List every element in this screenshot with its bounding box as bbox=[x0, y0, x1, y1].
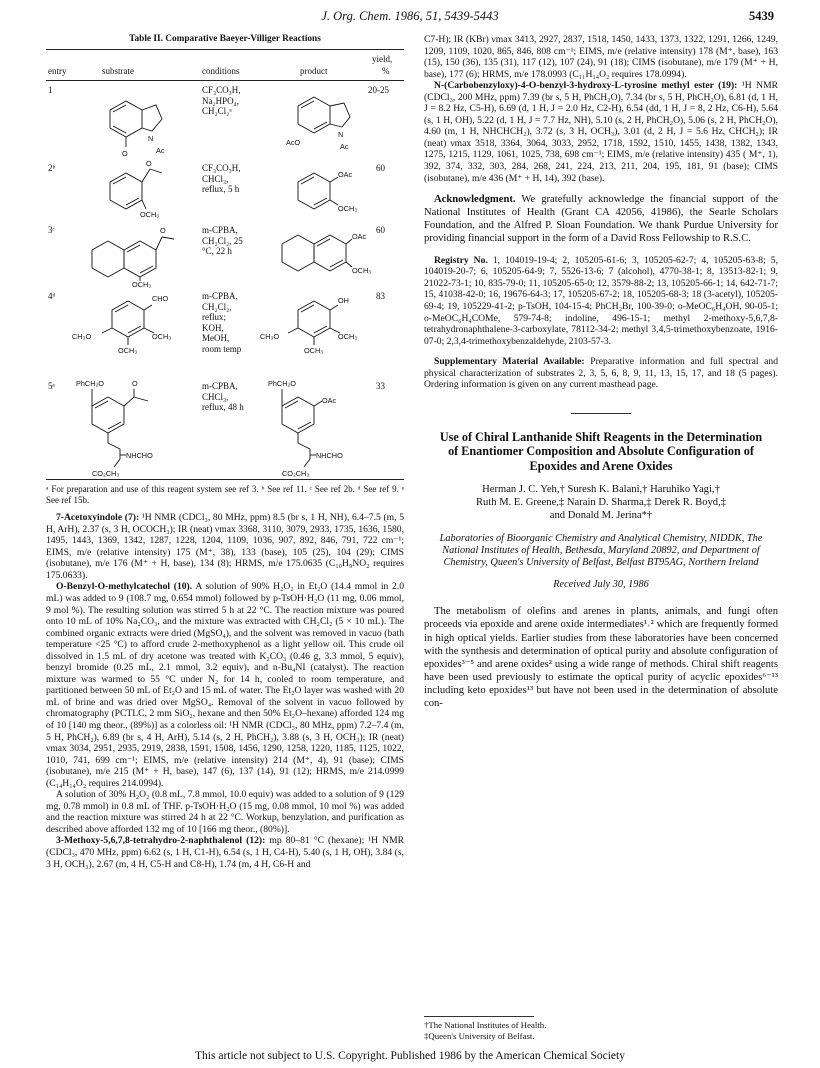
article-affiliation: Laboratories of Bioorganic Chemistry and Analytical Chemistry, NIDDK, The National Institutes of Health, Bethesda, Maryland 20892, and Department of Chemistry, Queen's University of Belfast, Belfast BT95AG, Northern Ireland bbox=[439, 532, 763, 568]
struct-label: OCH₃ bbox=[338, 204, 358, 214]
struct-label: OCH₃ bbox=[132, 280, 152, 290]
author-footnotes bbox=[424, 1016, 778, 1042]
supp-text: Preparative information and full spectral and physical characterization of substrates 2, 3, 5, 6, 8, 9, 11, 13, 15, 17, and 18 (5 pages). Ordering information is given on any current masthead page. bbox=[424, 356, 779, 391]
ack-text: We gratefully acknowledge the financial support of the National Institutes of Health (Grant CA 42056, 41986), the Searle Scholars Foundation, and the Alfred P. Sloan Foundation. We thank Purdue University for providing financial support in the form of a David Ross Fellowship to R.S.C. bbox=[424, 194, 778, 244]
product-structure bbox=[278, 83, 368, 157]
condition-line: reflux; bbox=[202, 312, 226, 323]
struct-label: PhCH₂O bbox=[76, 379, 104, 389]
registry-text: 1, 104019-19-4; 2, 105205-61-6; 3, 105205-62-7; 4, 105205-63-8; 5, 104019-20-7; 6, 105205-64-9; 7, 5526-13-6; 7 (alcohol), 4770-38-1; 8, 13513-82-1; 9, 21022-73-1; 10, 835-79-0; 11, 105205-65-0; 12, 3579-88-2; 13, 105205-66-1; 14, 642-71-7; 15, 41038-42-0; 16, 19676-64-3; 17, 105205-67-2; 18, 105205-68-3; 18 (3-acetyl), 105205-69-4; 19, 105229-41-2; p-TsOH, 104-15-4; PhCH₂Br, 100-39-0; o-MeOC₆H₄OH, 90-05-1; o-MeOC₆H₄COMe, 579-74-8; indoline, 496-15-1; methyl 2-methoxy-5,6,7,8-tetrahydronaphthalene-3-carboxylate, 78112-34-2; methyl 3,4,5-trimethoxybenzoate, 1916-07-0; 2,3,4-trimethoxybenzaldehyde, 2103-57-3. bbox=[424, 254, 779, 347]
page-number: 5439 bbox=[749, 9, 774, 23]
struct-label: CO₂CH₃ bbox=[92, 469, 120, 479]
struct-label: NHCHO bbox=[316, 451, 343, 461]
right-column bbox=[424, 34, 778, 710]
substrate-structure bbox=[68, 287, 188, 377]
condition-line: m-CPBA, bbox=[202, 381, 238, 392]
supplementary-material bbox=[424, 356, 778, 391]
condition-line: CF₃CO₃H, bbox=[202, 163, 241, 174]
condition-line: CH₂Cl₂, 25 bbox=[202, 235, 243, 246]
table-header bbox=[46, 50, 404, 80]
struct-label: CO₂CH₃ bbox=[282, 469, 310, 479]
condition-line: MeOH, bbox=[202, 333, 230, 344]
table-row bbox=[46, 159, 404, 221]
table-footnote: ᵃ For preparation and use of this reagent system see ref 3. ᵇ See ref 11. ᶜ See ref 2b. ᵈ See ref 9. ᵉ See ref 15b. bbox=[46, 484, 404, 506]
journal-citation: J. Org. Chem. 1986, 51, 5439-5443 bbox=[321, 9, 499, 23]
struct-label: OAc bbox=[322, 396, 337, 406]
condition-line: CHCl₃, bbox=[202, 173, 229, 184]
struct-label: OCH₃ bbox=[304, 346, 324, 356]
compound-name: 3-Methoxy-5,6,7,8-tetrahydro-2-naphthalenol (12): bbox=[56, 835, 266, 847]
condition-line: CH₂Cl₂ᵃ bbox=[202, 106, 232, 117]
row-yield: 60 bbox=[376, 163, 385, 174]
article-authors bbox=[424, 484, 778, 523]
struct-label: O bbox=[160, 226, 166, 236]
condition-line: CHCl₃, bbox=[202, 391, 229, 402]
condition-line: reflux, 48 h bbox=[202, 402, 244, 413]
row-conditions bbox=[202, 163, 241, 195]
condition-line: CF₃CO₃H, bbox=[202, 85, 241, 96]
struct-label: N bbox=[148, 134, 154, 144]
row-conditions bbox=[202, 85, 241, 117]
paragraph-text: mp 80–81 °C (hexane); ¹H NMR (CDCl₃, 470 MHz, ppm) 6.62 (s, 1 H, C1-H), 6.54 (s, 1 H, C4-H), 5.40 (s, 1 H, OH), 3.84 (s, 3 H, OCH₃), 2.67 (m, 4 H, C5-H and C8-H), 1.74 (m, 4 H, C6-H and bbox=[46, 835, 405, 870]
compound-name: O-Benzyl-O-methylcatechol (10). bbox=[56, 581, 193, 593]
condition-line: reflux, 5 h bbox=[202, 184, 240, 195]
col-substrate: substrate bbox=[102, 66, 134, 77]
row-entry: 5ᵉ bbox=[48, 381, 55, 392]
col-yield-2: % bbox=[382, 66, 390, 77]
struct-label: OCH₃ bbox=[152, 332, 172, 342]
condition-line: °C, 22 h bbox=[202, 246, 232, 257]
supp-heading: Supplementary Material Available: bbox=[434, 356, 585, 368]
condition-line: Na₂HPO₄, bbox=[202, 95, 240, 106]
substrate-structure bbox=[86, 159, 186, 221]
substrate-structure bbox=[74, 221, 186, 290]
struct-label: OAc bbox=[352, 232, 367, 242]
registry-numbers bbox=[424, 255, 778, 347]
condition-line: m-CPBA, bbox=[202, 291, 238, 302]
paragraph-compound-12 bbox=[46, 835, 404, 870]
paragraph-compound-7 bbox=[46, 512, 404, 581]
product-structure bbox=[258, 377, 368, 479]
substrate-structure bbox=[86, 83, 186, 157]
paragraph-text: C7-H); IR (KBr) νmax 3413, 2927, 2837, 1518, 1450, 1433, 1373, 1322, 1291, 1266, 1249, 1209, 1109, 1020, 865, 846, 808 cm⁻¹; EIMS, m/e (relative intensity) 178 (M⁺, base), 163 (15), 150 (36), 135 (31), 117 (12), 107 (24), 91 (18); CIMS (isobutane), m/e 179 (M⁺ + H, base), 177 (6); HRMS, m/e 178.0993 (C₁₁H₁₄O₂ requires 178.0994). bbox=[424, 34, 778, 80]
condition-line: room temp bbox=[202, 343, 242, 354]
page-footer: This article not subject to U.S. Copyright. Published 1986 by the American Chemical Society bbox=[195, 1050, 625, 1062]
footnote: ‡Queen's University of Belfast. bbox=[424, 1030, 535, 1041]
struct-label: OH bbox=[338, 296, 349, 306]
struct-label: CHO bbox=[152, 294, 169, 304]
table-row bbox=[46, 287, 404, 377]
paragraph-compound-19 bbox=[424, 80, 778, 184]
paragraph-continued bbox=[424, 34, 778, 80]
table-title: Table II. Comparative Baeyer-Villiger Reactions bbox=[129, 34, 321, 44]
col-yield-1: yield, bbox=[372, 54, 393, 65]
ack-heading: Acknowledgment. bbox=[434, 194, 516, 206]
table-row bbox=[46, 377, 404, 479]
col-product: product bbox=[300, 66, 328, 77]
struct-label: PhCH₂O bbox=[268, 379, 296, 389]
condition-line: CH₂Cl₂, bbox=[202, 301, 232, 312]
col-entry: entry bbox=[48, 66, 67, 77]
row-entry: 3ᶜ bbox=[48, 225, 55, 236]
row-yield: 33 bbox=[376, 381, 385, 392]
struct-label: OCH₃ bbox=[118, 346, 138, 356]
struct-label: CH₃O bbox=[72, 332, 92, 342]
row-yield: 60 bbox=[376, 225, 385, 236]
page-header bbox=[0, 9, 820, 27]
paragraph-text: A solution of 30% H₂O₂ (0.8 mL, 7.8 mmol, 10.0 equiv) was added to a solution of 9 (129 mg, 0.78 mmol) in 0.8 mL of THF. p-TsOH·H₂O (15 mg, 0.08 mmol, 10 mol %) was added and the reaction mixture was stirred 24 h at 22 °C. Workup, benzylation, and purification as described above afforded 132 mg of 10 [166 mg theor., (80%)]. bbox=[46, 789, 404, 835]
table-bottom-rule bbox=[46, 479, 404, 480]
condition-line: m-CPBA, bbox=[202, 225, 238, 236]
paragraph-text: ¹H NMR (CDCl₃, 200 MHz, ppm) 7.39 (br s, 5 H, PhCH₂O), 7.34 (br s, 5 H, PhCH₂O), 6.81 (d, 1 H, J = 8.2 Hz, C5-H), 6.69 (d, 1 H, J = 2.0 Hz, C2-H), 6.54 (dd, 1 H, J = 8, 2 Hz, C6-H), 5.64 (s, 1 H, OH), 5.22 (d, 1 H, J = 7.7 Hz, NH), 5.10 (s, 2 H, PhCH₂O), 5.06 (s, 2 H, PhCH₂O), 4.60 (m, 1 H, NHCHCH₂), 3.72 (s, 3 H, OCH₃), 3.01 (d, 2 H, J = 5.6 Hz, CHCH₂); IR (neat) νmax 3518, 3364, 3064, 3033, 2952, 1718, 1592, 1510, 1455, 1438, 1382, 1343, 1275, 1215, 1129, 1061, 1025, 738, 698 cm⁻¹; EIMS, m/e (relative intensity) 435 ( M⁺, 1), 392, 374, 332, 303, 284, 268, 241, 224, 213, 211, 204, 195, 181, 91 (base); CIMS (isobutane), m/e 436 (M⁺ + H, 14), 392 (base). bbox=[424, 80, 779, 184]
substrate-structure bbox=[68, 377, 192, 479]
row-conditions bbox=[202, 381, 244, 413]
author-line: Herman J. C. Yeh,† Suresh K. Balani,† Haruhiko Yagi,† bbox=[482, 483, 720, 495]
struct-label: O bbox=[146, 159, 152, 169]
received-date: Received July 30, 1986 bbox=[553, 578, 649, 590]
struct-label: N bbox=[338, 130, 344, 140]
table-row bbox=[46, 221, 404, 290]
struct-label: OAc bbox=[338, 170, 353, 180]
paragraph-alt-procedure bbox=[46, 789, 404, 835]
product-structure bbox=[278, 159, 368, 221]
row-conditions bbox=[202, 225, 243, 257]
row-entry: 4ᵈ bbox=[48, 291, 56, 302]
struct-label: OCH₃ bbox=[338, 332, 358, 342]
struct-label: OCH₃ bbox=[140, 210, 160, 220]
struct-label: Ac bbox=[340, 142, 349, 152]
left-column bbox=[46, 34, 404, 870]
product-structure bbox=[258, 287, 370, 377]
section-divider bbox=[571, 413, 631, 414]
struct-label: CH₃O bbox=[260, 332, 280, 342]
struct-label: O bbox=[122, 149, 128, 159]
paragraph-text: ¹H NMR (CDCl₃, 80 MHz, ppm) 8.5 (br s, 1 H, NH), 6.4–7.5 (m, 5 H, ArH), 2.37 (s, 3 H, OCOCH₃); IR (neat) νmax 3368, 3110, 3079, 2933, 1735, 1636, 1580, 1495, 1443, 1369, 1342, 1287, 1228, 1204, 1109, 1036, 907, 892, 846, 791, 722 cm⁻¹; EIMS, m/e (relative intensity) 175 (M⁺, 38), 133 (base), 105 (25), 104 (29); CIMS (isobutane), m/e 176 (M⁺ + H, base), 134 (8); HRMS, m/e 175.0635 (C₁₀H₉NO₂ requires 175.0633). bbox=[46, 512, 404, 581]
registry-heading: Registry No. bbox=[434, 254, 488, 266]
struct-label: OCH₃ bbox=[352, 266, 372, 276]
product-structure bbox=[268, 221, 372, 287]
article-title: Use of Chiral Lanthanide Shift Reagents in the Determination of Enantiomer Composition and Absolute Configuration of Epoxides and Arene Oxides bbox=[439, 429, 763, 474]
footnote-rule bbox=[424, 1016, 534, 1017]
condition-line: KOH, bbox=[202, 322, 224, 333]
table-row bbox=[46, 81, 404, 159]
col-conditions: conditions bbox=[202, 66, 240, 77]
row-yield: 20-25 bbox=[368, 85, 389, 96]
article-intro: The metabolism of olefins and arenes in plants, animals, and fungi often proceeds via epoxide and arene oxide intermediates¹˒² which are frequently formed in high optical yields. Earlier studies from these laboratories have been concerned with the synthesis and determination of optical purity and absolute configuration of epoxides³⁻⁵ and arene oxides² using a wide range of methods. Chiral shift reagents have been used previously to estimate the optical purity of acyclic epoxides⁶⁻¹³ including keto epoxides¹³ but have not been used in the determination of absolute con- bbox=[424, 606, 778, 710]
struct-label: NHCHO bbox=[126, 451, 153, 461]
author-line: and Donald M. Jerina*† bbox=[549, 509, 653, 521]
acknowledgment bbox=[424, 194, 778, 246]
row-conditions bbox=[202, 291, 241, 354]
row-yield: 83 bbox=[376, 291, 385, 302]
struct-label: AcO bbox=[286, 138, 301, 148]
struct-label: Ac bbox=[156, 146, 165, 156]
row-entry: 2ᵇ bbox=[48, 163, 56, 174]
paragraph-text: A solution of 90% H₂O₂ in Et₂O (14.4 mmol in 2.0 mL) was added to 9 (108.7 mg, 0.654 mmol) followed by p-TsOH·H₂O (11 mg, 0.06 mmol, 9 mol %). The resulting solution was stirred 5 h at 22 °C. The reaction mixture was poured onto 10 mL of 10% Na₂CO₃, and the mixture was extracted with CH₂Cl₂ (5 × 10 mL). The combined organic extracts were dried (MgSO₄), and the solvent was removed in vacuo (bath temperature <25 °C) to afford crude 2-methoxyphenol as a light yellow oil. This crude oil dissolved in 1.5 mL of dry acetone was treated with K₂CO₃ (0.46 g, 3.3 mmol, 5 equiv), benzyl bromide (0.25 mL, 2.1 mmol, 3.2 equiv), and n-Bu₄NI (catalyst). The reaction mixture was warmed to 55 °C under N₂ for 14 h, cooled to room temperature, and partitioned between 50 mL of Et₂O and 15 mL of water. The Et₂O layer was washed with 20 mL of brine and was dried over MgSO₄. Removal of the solvent in vacuo followed by chromatography (PCTLC, 2 mm SiO₂, hexane and then 50% Et₂O–hexane) afforded 124 mg of 10 [140 mg theor., (89%)] as a colorless oil: ¹H NMR (CDCl₃, 80 MHz, ppm) 7.2–7.4 (m, 5 H, PhCH₂), 6.89 (br s, 4 H, ArH), 5.14 (s, 2 H, PhCH₂), 3.88 (s, 3 H, OCH₃); IR (neat) νmax 3034, 2951, 2935, 2919, 2838, 1591, 1508, 1456, 1290, 1258, 1220, 1185, 1125, 1022, 1010, 741, 699 cm⁻¹; EIMS, m/e (relative intensity) 214 (M⁺, 4), 91 (base); CIMS (isobutane), m/e 215 (M⁺ + H, base), 147 (6), 137 (14), 91 (12); HRMS, m/e 214.0999 (C₁₄H₁₄O₂ requires 214.0994). bbox=[46, 581, 405, 789]
paragraph-compound-10 bbox=[46, 581, 404, 789]
compound-name: N-(Carbobenzyloxy)-4-O-benzyl-3-hydroxy-L-tyrosine methyl ester (19): bbox=[434, 80, 738, 92]
struct-label: O bbox=[132, 379, 138, 389]
author-line: Ruth M. E. Greene,‡ Narain D. Sharma,‡ Derek R. Boyd,‡ bbox=[475, 496, 727, 508]
footnote: †The National Institutes of Health. bbox=[424, 1020, 547, 1030]
compound-name: 7-Acetoxyindole (7): bbox=[56, 512, 140, 524]
row-entry: 1 bbox=[48, 85, 53, 96]
